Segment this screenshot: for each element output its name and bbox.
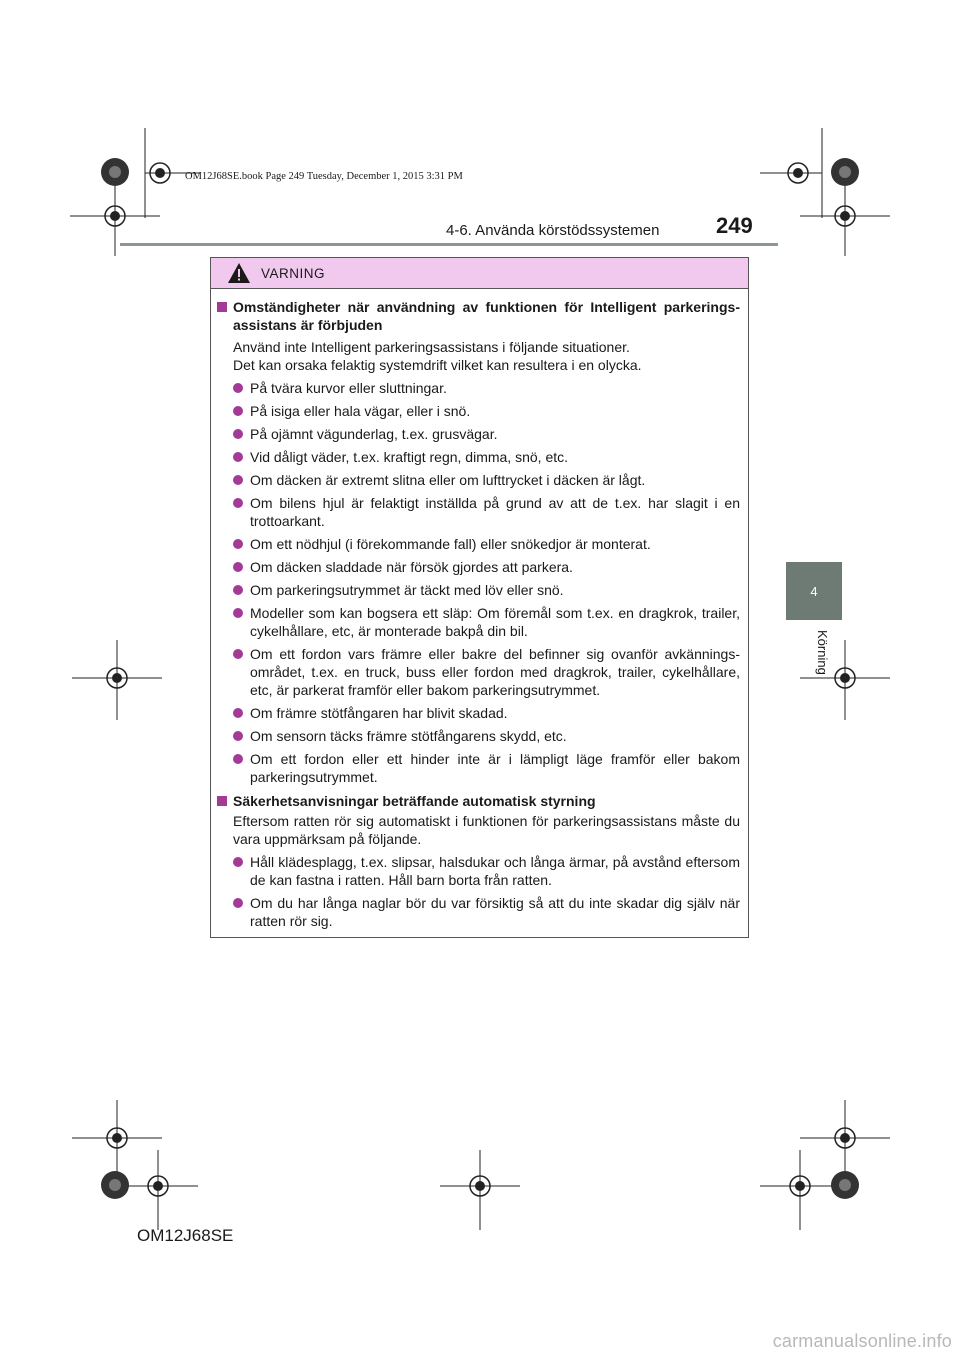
chapter-name: Körning <box>815 630 830 675</box>
starburst-mark-bottom-right <box>830 1170 860 1200</box>
list-item: På isiga eller hala vägar, eller i snö. <box>217 402 740 420</box>
registration-mark-bottom-right-2 <box>760 1150 840 1230</box>
warning-box <box>210 257 749 938</box>
round-bullet-icon <box>233 429 243 439</box>
section-intro: Eftersom ratten rör sig automatiskt i funktionen för parkeringsassistans måste du vara uppmärksam på följande. <box>233 813 740 847</box>
list-item: På tvära kurvor eller sluttningar. <box>217 379 740 397</box>
round-bullet-icon <box>233 539 243 549</box>
list-item: Om sensorn täcks främre stötfångarens skydd, etc. <box>217 727 740 745</box>
round-bullet-icon <box>233 608 243 618</box>
list-item: Om du har långa naglar bör du var försiktig så att du inte skadar dig själv när ratten rör sig. <box>217 894 740 930</box>
list-item: Om parkeringsutrymmet är täckt med löv eller snö. <box>217 581 740 599</box>
round-bullet-icon <box>233 898 243 908</box>
section-title: 4-6. Använda körstödssystemen <box>446 222 660 239</box>
round-bullet-icon <box>233 383 243 393</box>
bullet-list <box>217 379 740 786</box>
starburst-mark-bottom-left <box>100 1170 130 1200</box>
list-item: Håll klädesplagg, t.ex. slipsar, halsdukar och långa ärmar, på avstånd eftersom de kan fastna i ratten. Håll barn borta från ratten. <box>217 853 740 889</box>
round-bullet-icon <box>233 475 243 485</box>
round-bullet-icon <box>233 498 243 508</box>
registration-mark-mid-left <box>72 640 162 720</box>
watermark: carmanualsonline.info <box>772 1331 952 1351</box>
round-bullet-icon <box>233 708 243 718</box>
section-heading: Omständigheter när användning av funktionen för Intelligent parkeringsassistans är förbjuden <box>217 298 740 334</box>
warning-header <box>211 258 748 289</box>
square-bullet-icon <box>217 302 227 312</box>
registration-mark-bottom-left-2 <box>118 1150 198 1230</box>
warning-body <box>211 289 748 930</box>
round-bullet-icon <box>233 406 243 416</box>
list-item: Om ett fordon eller ett hinder inte är i lämpligt läge framför eller bakom parkeringsutrymmet. <box>217 750 740 786</box>
round-bullet-icon <box>233 731 243 741</box>
page-number: 249 <box>716 213 753 238</box>
print-book-info: OM12J68SE.book Page 249 Tuesday, December 1, 2015 3:31 PM <box>185 171 463 182</box>
section-heading: Säkerhetsanvisningar beträffande automatisk styrning <box>217 792 740 810</box>
list-item: Vid dåligt väder, t.ex. kraftigt regn, dimma, snö, etc. <box>217 448 740 466</box>
header-rule <box>120 243 778 246</box>
chapter-tab <box>786 562 842 620</box>
round-bullet-icon <box>233 452 243 462</box>
round-bullet-icon <box>233 754 243 764</box>
list-item: Om däcken är extremt slitna eller om lufttrycket i däcken är lågt. <box>217 471 740 489</box>
chapter-number: 4 <box>810 583 818 599</box>
list-item: Om ett nödhjul (i förekommande fall) eller snökedjor är monterat. <box>217 535 740 553</box>
warning-triangle-icon <box>227 262 251 284</box>
list-item: Om däcken sladdade när försök gjordes att parkera. <box>217 558 740 576</box>
section-intro: Använd inte Intelligent parkeringsassistans i följande situationer. Det kan orsaka felaktig systemdrift vilket kan resultera i en olycka. <box>233 339 642 373</box>
round-bullet-icon <box>233 562 243 572</box>
round-bullet-icon <box>233 857 243 867</box>
list-item: Om främre stötfångaren har blivit skadad. <box>217 704 740 722</box>
list-item: Modeller som kan bogsera ett släp: Om föremål som t.ex. en dragkrok, trailer, cykelhållare, etc, är monterade bakpå din bil. <box>217 604 740 640</box>
bullet-list <box>217 853 740 930</box>
round-bullet-icon <box>233 649 243 659</box>
round-bullet-icon <box>233 585 243 595</box>
list-item: På ojämnt vägunderlag, t.ex. grusvägar. <box>217 425 740 443</box>
registration-mark-top-far-right <box>800 176 890 256</box>
warning-title: VARNING <box>261 265 326 281</box>
list-item: Om bilens hjul är felaktigt inställda på grund av att de t.ex. har slagit i en trottoarkant. <box>217 494 740 530</box>
starburst-mark-top-right <box>830 157 860 187</box>
list-item: Om ett fordon vars främre eller bakre del befinner sig ovanför avkänningsområdet, t.ex. en truck, buss eller fordon med dragkrok, trailer, cykelhållare, etc, är parkerat framför eller bakom parkeringsutrymmet. <box>217 645 740 699</box>
registration-mark-bottom-center <box>440 1150 520 1230</box>
square-bullet-icon <box>217 796 227 806</box>
starburst-mark-top-left <box>100 157 130 187</box>
document-code: OM12J68SE <box>137 1226 234 1245</box>
